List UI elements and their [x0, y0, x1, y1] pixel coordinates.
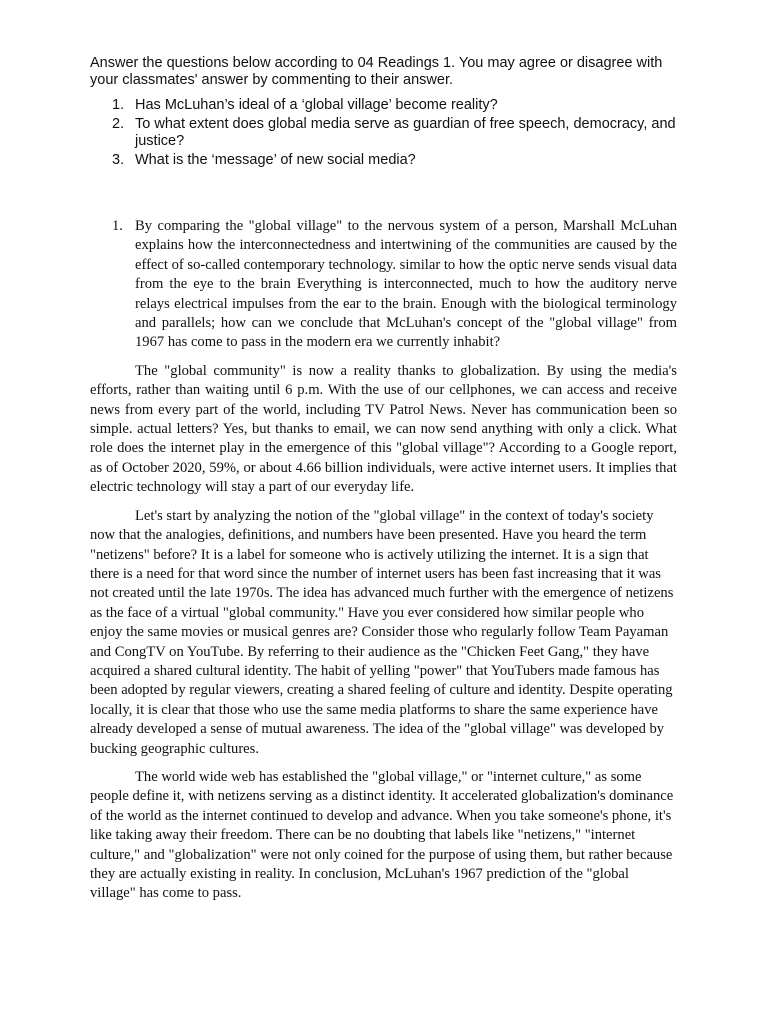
- answer-number: 1.: [112, 218, 123, 234]
- instructions-text: Answer the questions below according to 04 Readings 1. You may agree or disagree with your classmates' answer by commenting to their answer.: [90, 55, 663, 88]
- questions-list: [90, 97, 677, 169]
- question-number: 2.: [112, 116, 125, 132]
- question-text: To what extent does global media serve as guardian of free speech, democracy, and justice?: [135, 116, 676, 149]
- answer-paragraph-3: Let's start by analyzing the notion of the "global village" in the context of today's society now that the analogies, definitions, and numbers have been presented. Have you heard the term "netizens" before? It is a label for someone who is actively utilizing the internet. It is a sign that there is a need for that word since the number of internet users has been fast increasing that it was not created until the late 1970s. The idea has advanced much further with the emergence of netizens as the face of a virtual "global community." Have you ever considered how similar people who enjoy the same movies or musical genres are? Consider those who regularly follow Team Payaman and CongTV on YouTube. By referring to their audience as the "Chicken Feet Gang," they have acquired a shared cultural identity. The habit of yelling "power" that YouTubers made famous has been adopted by regular viewers, creating a shared feeling of culture and identity. Despite operating locally, it is clear that those who use the same media platforms to share the same experience have already developed a sense of mutual awareness. The idea of the "global village" was developed by bucking geographic cultures.: [90, 507, 674, 757]
- answer-paragraph-4: The world wide web has established the "global village," or "internet culture," as some people define it, with netizens serving as a distinct identity. It accelerated globalization's dominance of the world as the internet continued to develop and advance. When you take someone's phone, it's like taking away their freedom. There can be no doubting that labels like "netizens," "internet culture," and "globalization" were not only coined for the purpose of using them, but rather because they are actually existing in reality. In conclusion, McLuhan's 1967 prediction of the "global village" has come to pass.: [90, 768, 674, 902]
- answer-paragraph-2: The "global community" is now a reality thanks to globalization. By using the media's efforts, rather than waiting until 6 p.m. With the use of our cellphones, we can access and receive news from every part of the world, including TV Patrol News. Never has communication been so simple. actual letters? Yes, but thanks to email, we can now send anything with only a click. What role does the internet play in the emergence of this "global village"? According to a Google report, as of October 2020, 59%, or about 4.66 billion individuals, were active internet users. It implies that electric technology will stay a part of our everyday life.: [90, 362, 677, 496]
- question-number: 3.: [112, 152, 125, 168]
- question-item-1: [90, 97, 677, 114]
- question-text: Has McLuhan’s ideal of a ‘global village’ become reality?: [135, 97, 498, 113]
- answer-text: By comparing the "global village" to the nervous system of a person, Marshall McLuhan explains how the interconnectedness and intertwining of the communities are caused by the effect of so-called contemporary technology. similar to how the optic nerve sends visual data from the eye to the brain Everything is interconnected, much to how the auditory nerve relays electrical impulses from the ear to the brain. Enough with the biological terminology and parallels; how can we conclude that McLuhan's concept of the "global village" from 1967 has come to pass in the modern era we currently inhabit?: [135, 218, 677, 351]
- answer-paragraph-1: [90, 217, 677, 353]
- answer-section: [90, 217, 677, 904]
- question-number: 1.: [112, 97, 125, 113]
- document-page: [90, 55, 677, 913]
- question-item-3: [90, 152, 677, 169]
- question-text: What is the ‘message’ of new social media?: [135, 152, 416, 168]
- question-item-2: [90, 116, 677, 150]
